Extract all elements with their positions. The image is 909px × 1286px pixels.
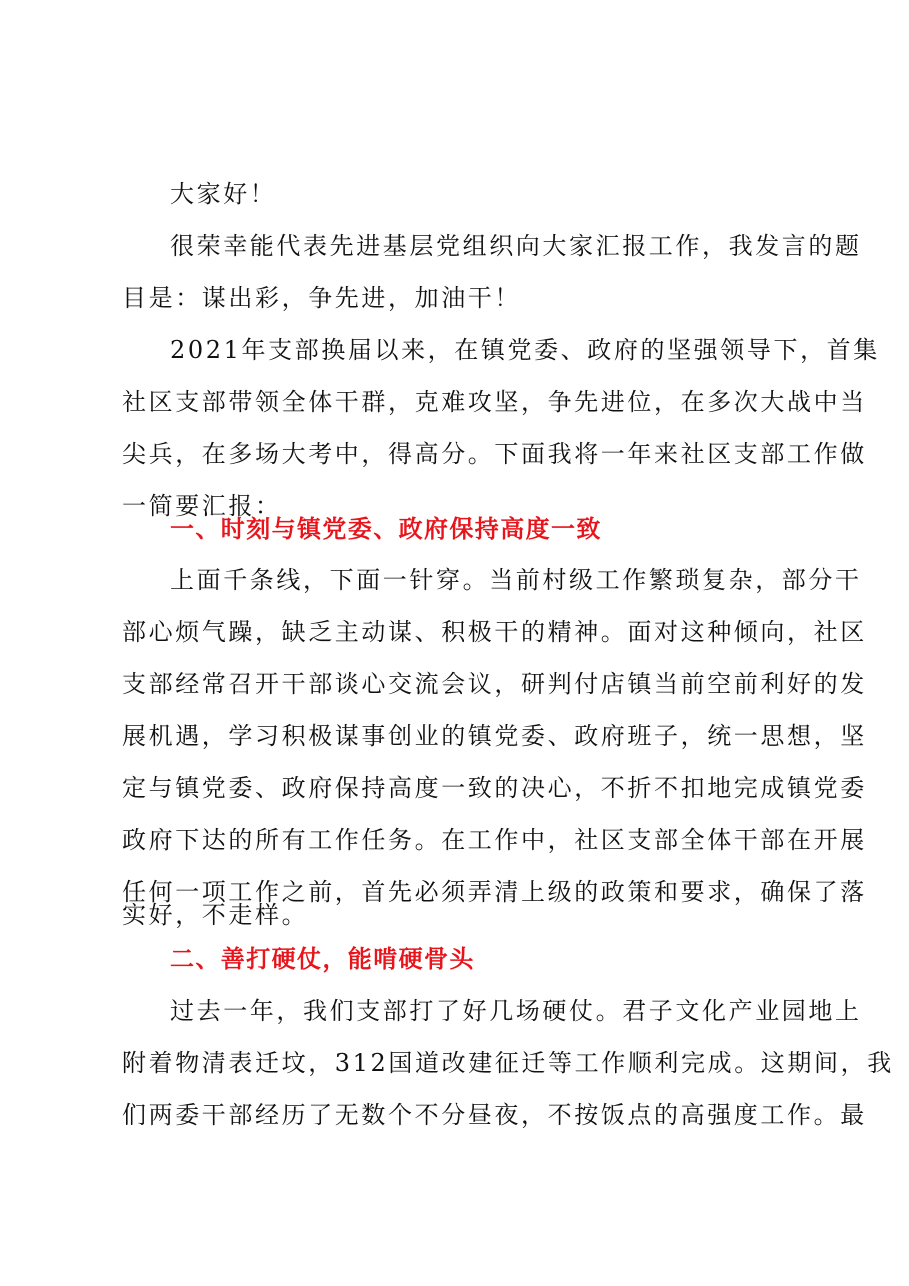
section-heading-1: 一、时刻与镇党委、政府保持高度一致 — [170, 515, 602, 543]
section-1-paragraph-line: 支部经常召开干部谈心交流会议，研判付店镇当前空前利好的发 — [122, 670, 867, 698]
section-1-paragraph-line: 定与镇党委、政府保持高度一致的决心，不折不扣地完成镇党委 — [122, 774, 867, 802]
section-1-paragraph-line: 部心烦气躁，缺乏主动谋、积极干的精神。面对这种倾向，社区 — [122, 618, 867, 646]
section-1-paragraph-line: 任何一项工作之前，首先必须弄清上级的政策和要求，确保了落 — [122, 878, 867, 906]
section-1-paragraph-line: 上面千条线，下面一针穿。当前村级工作繁琐复杂，部分干 — [170, 566, 862, 594]
greeting-line: 大家好！ — [170, 180, 277, 208]
section-2-paragraph-line: 附着物清表迁坟，312国道改建征迁等工作顺利完成。这期间，我 — [122, 1049, 894, 1077]
overview-paragraph-line: 2021年支部换届以来，在镇党委、政府的坚强领导下，首集 — [170, 336, 880, 364]
section-1-paragraph-line: 展机遇，学习积极谋事创业的镇党委、政府班子，统一思想，坚 — [122, 722, 867, 750]
section-1-paragraph-line: 实好，不走样。 — [122, 901, 309, 929]
overview-paragraph-line: 一简要汇报： — [122, 492, 282, 520]
overview-paragraph-line: 尖兵，在多场大考中，得高分。下面我将一年来社区支部工作做 — [122, 440, 867, 468]
overview-paragraph-line: 社区支部带领全体干群，克难攻坚，争先进位，在多次大战中当 — [122, 388, 867, 416]
intro-paragraph-line: 目是：谋出彩，争先进，加油干！ — [122, 284, 521, 312]
section-2-paragraph-line: 过去一年，我们支部打了好几场硬仗。君子文化产业园地上 — [170, 997, 862, 1025]
section-2-paragraph-line: 们两委干部经历了无数个不分昼夜，不按饭点的高强度工作。最 — [122, 1101, 867, 1129]
intro-paragraph-line: 很荣幸能代表先进基层党组织向大家汇报工作，我发言的题 — [170, 232, 862, 260]
section-1-paragraph-line: 政府下达的所有工作任务。在工作中，社区支部全体干部在开展 — [122, 826, 867, 854]
section-heading-2: 二、善打硬仗，能啃硬骨头 — [170, 945, 475, 973]
